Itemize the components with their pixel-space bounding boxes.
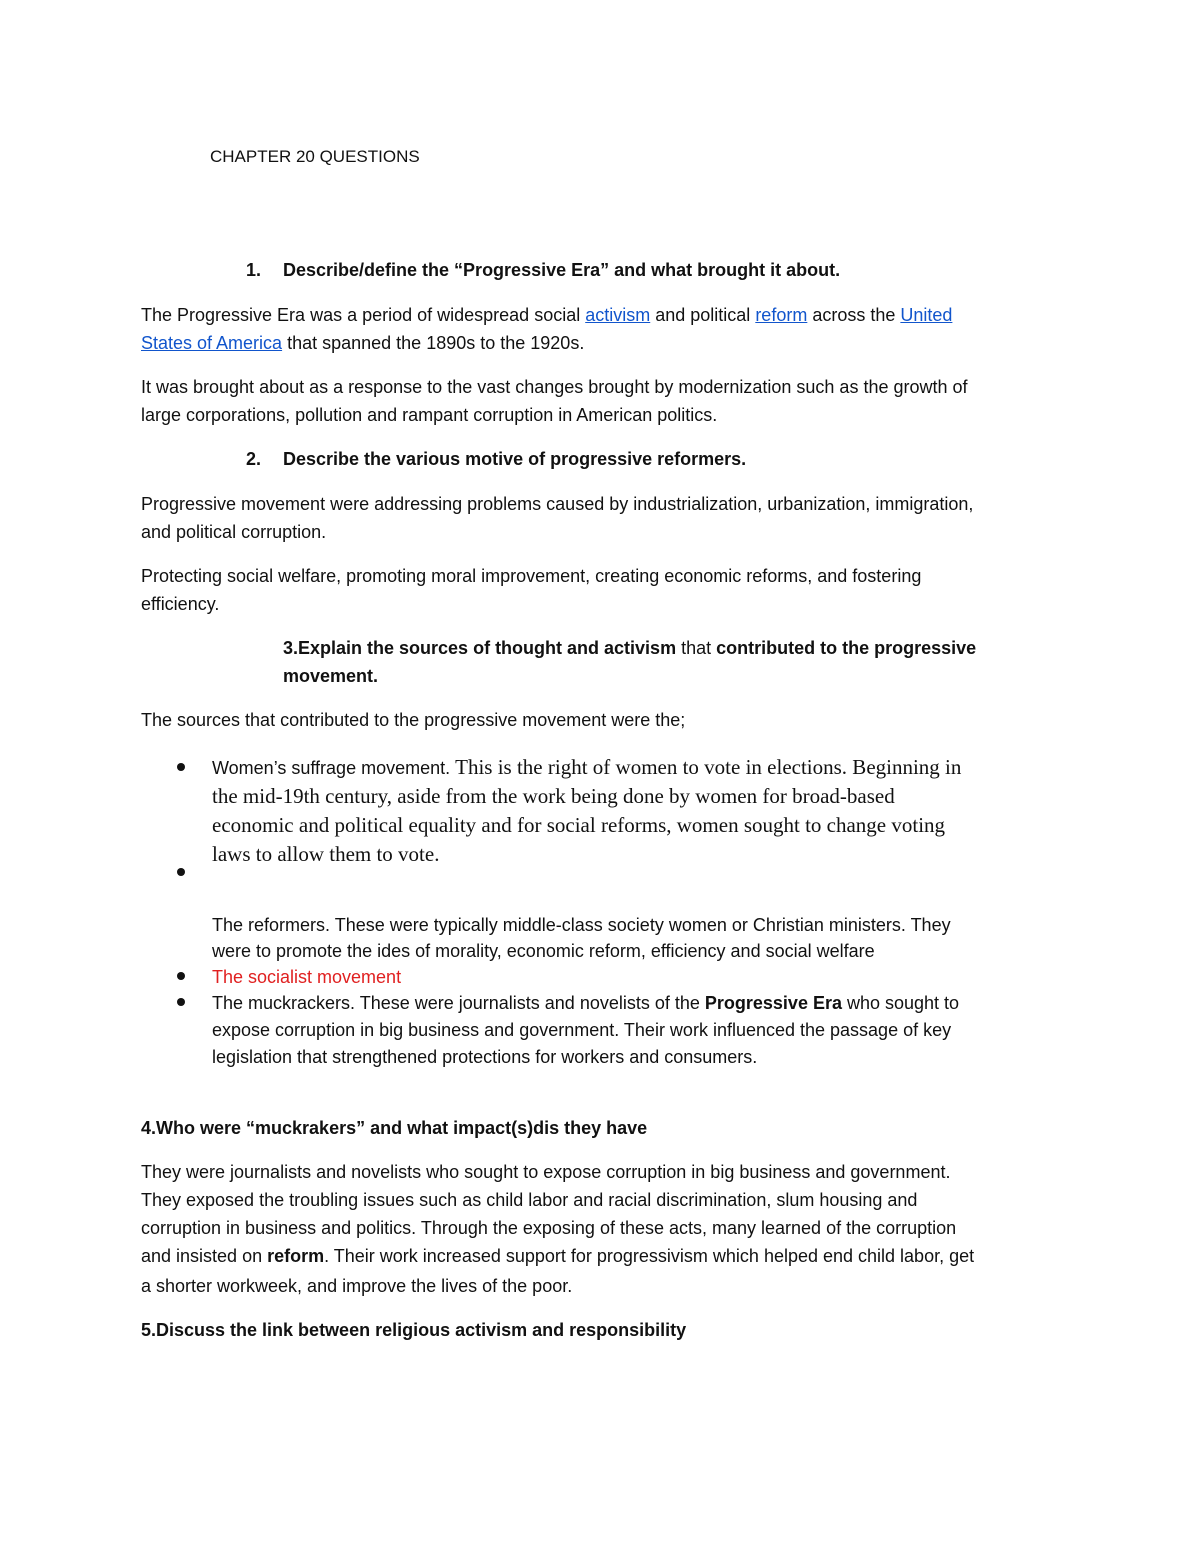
q4-line4-prefix: and insisted on	[141, 1246, 268, 1266]
q2-answer2-line-1: Protecting social welfare, promoting moral improvement, creating economic reforms, and fostering	[141, 566, 922, 586]
q1-answer-suffix: that spanned the 1890s to the 1920s.	[282, 333, 585, 353]
question-3-plain: that	[676, 638, 717, 658]
q1-answer2-line-1: It was brought about as a response to the vast changes brought by modernization such as the growth of	[141, 377, 968, 397]
q4-answer-line-5: a shorter workweek, and improve the lives of the poor.	[141, 1276, 573, 1296]
muck-bold: Progressive Era	[704, 993, 842, 1013]
activism-link[interactable]: activism	[585, 305, 651, 325]
q1-answer-mid2: across the	[807, 305, 901, 325]
suffrage-line-4: laws to allow them to vote.	[212, 842, 440, 866]
q4-answer-line-1: They were journalists and novelists who sought to expose corruption in big business and government.	[141, 1162, 951, 1182]
muckrackers-line-3: legislation that strengthened protections for workers and consumers.	[212, 1047, 758, 1067]
q1-answer2-line-2: large corporations, pollution and rampant corruption in American politics.	[141, 405, 718, 425]
question-4-text: 4.Who were “muckrakers” and what impact(s)dis they have	[141, 1118, 648, 1138]
question-3-bold-1: 3.Explain the sources of thought and activism	[283, 638, 677, 658]
q4-answer-line-2: They exposed the troubling issues such as child labor and racial discrimination, slum housing and	[141, 1190, 918, 1210]
muck-prefix: The muckrackers. These were journalists and novelists of the	[212, 993, 705, 1013]
q3-intro: The sources that contributed to the progressive movement were the;	[141, 710, 686, 730]
page-title: CHAPTER 20 QUESTIONS	[210, 147, 420, 166]
reformers-line-1: The reformers. These were typically middle-class society women or Christian ministers. They	[212, 915, 951, 935]
united-states-link-part1[interactable]: United	[900, 305, 953, 325]
q2-answer1-line-2: and political corruption.	[141, 522, 327, 542]
q4-answer-line-3: corruption in business and politics. Through the exposing of these acts, many learned of the corruption	[141, 1218, 957, 1238]
bullet-dot	[177, 868, 185, 876]
bullet-dot	[177, 972, 185, 980]
q2-answer2-line-2: efficiency.	[141, 594, 220, 614]
q1-answer-prefix: The Progressive Era was a period of widespread social	[141, 305, 586, 325]
question-1-number: 1.	[246, 260, 262, 280]
question-1-text: Describe/define the “Progressive Era” and what brought it about.	[283, 260, 841, 280]
question-5-text: 5.Discuss the link between religious activism and responsibility	[141, 1320, 687, 1340]
q4-answer-line-4	[141, 1245, 974, 1267]
question-2-text: Describe the various motive of progressive reformers.	[283, 449, 747, 469]
bullet-dot	[177, 763, 185, 771]
reform-link[interactable]: reform	[755, 305, 808, 325]
q4-line4-suffix: . Their work increased support for progressivism which helped end child labor, get	[324, 1246, 975, 1266]
socialist-movement-text: The socialist movement	[212, 967, 402, 987]
reformers-line-2: were to promote the ides of morality, economic reform, efficiency and social welfare	[212, 941, 875, 961]
muck-suffix: who sought to	[841, 993, 960, 1013]
question-3-bold-2: contributed to the progressive	[716, 638, 977, 658]
suffrage-line-3: economic and political equality and for social reforms, women sought to change voting	[212, 813, 946, 837]
question-2-number: 2.	[246, 449, 262, 469]
q2-answer1-line-1: Progressive movement were addressing problems caused by industrialization, urbanization, immigration,	[141, 494, 974, 514]
suffrage-line-1	[212, 755, 961, 780]
q1-answer-line-1	[141, 304, 952, 326]
suffrage-sans-text: Women’s suffrage movement.	[212, 758, 456, 778]
muckrackers-line-2: expose corruption in big business and government. Their work influenced the passage of key	[212, 1020, 952, 1040]
muckrackers-line-1	[212, 992, 959, 1014]
suffrage-line-2: the mid-19th century, aside from the work being done by women for broad-based	[212, 784, 895, 808]
q1-answer-mid1: and political	[650, 305, 756, 325]
question-3-line-2: movement.	[283, 666, 379, 686]
question-3-line-1	[283, 637, 976, 659]
q1-answer-line-2	[141, 332, 584, 354]
suffrage-serif-text: This is the right of women to vote in elections. Beginning in	[455, 755, 962, 779]
q4-line4-bold: reform	[267, 1246, 325, 1266]
bullet-dot	[177, 998, 185, 1006]
united-states-link-part2[interactable]: States of America	[141, 333, 283, 353]
